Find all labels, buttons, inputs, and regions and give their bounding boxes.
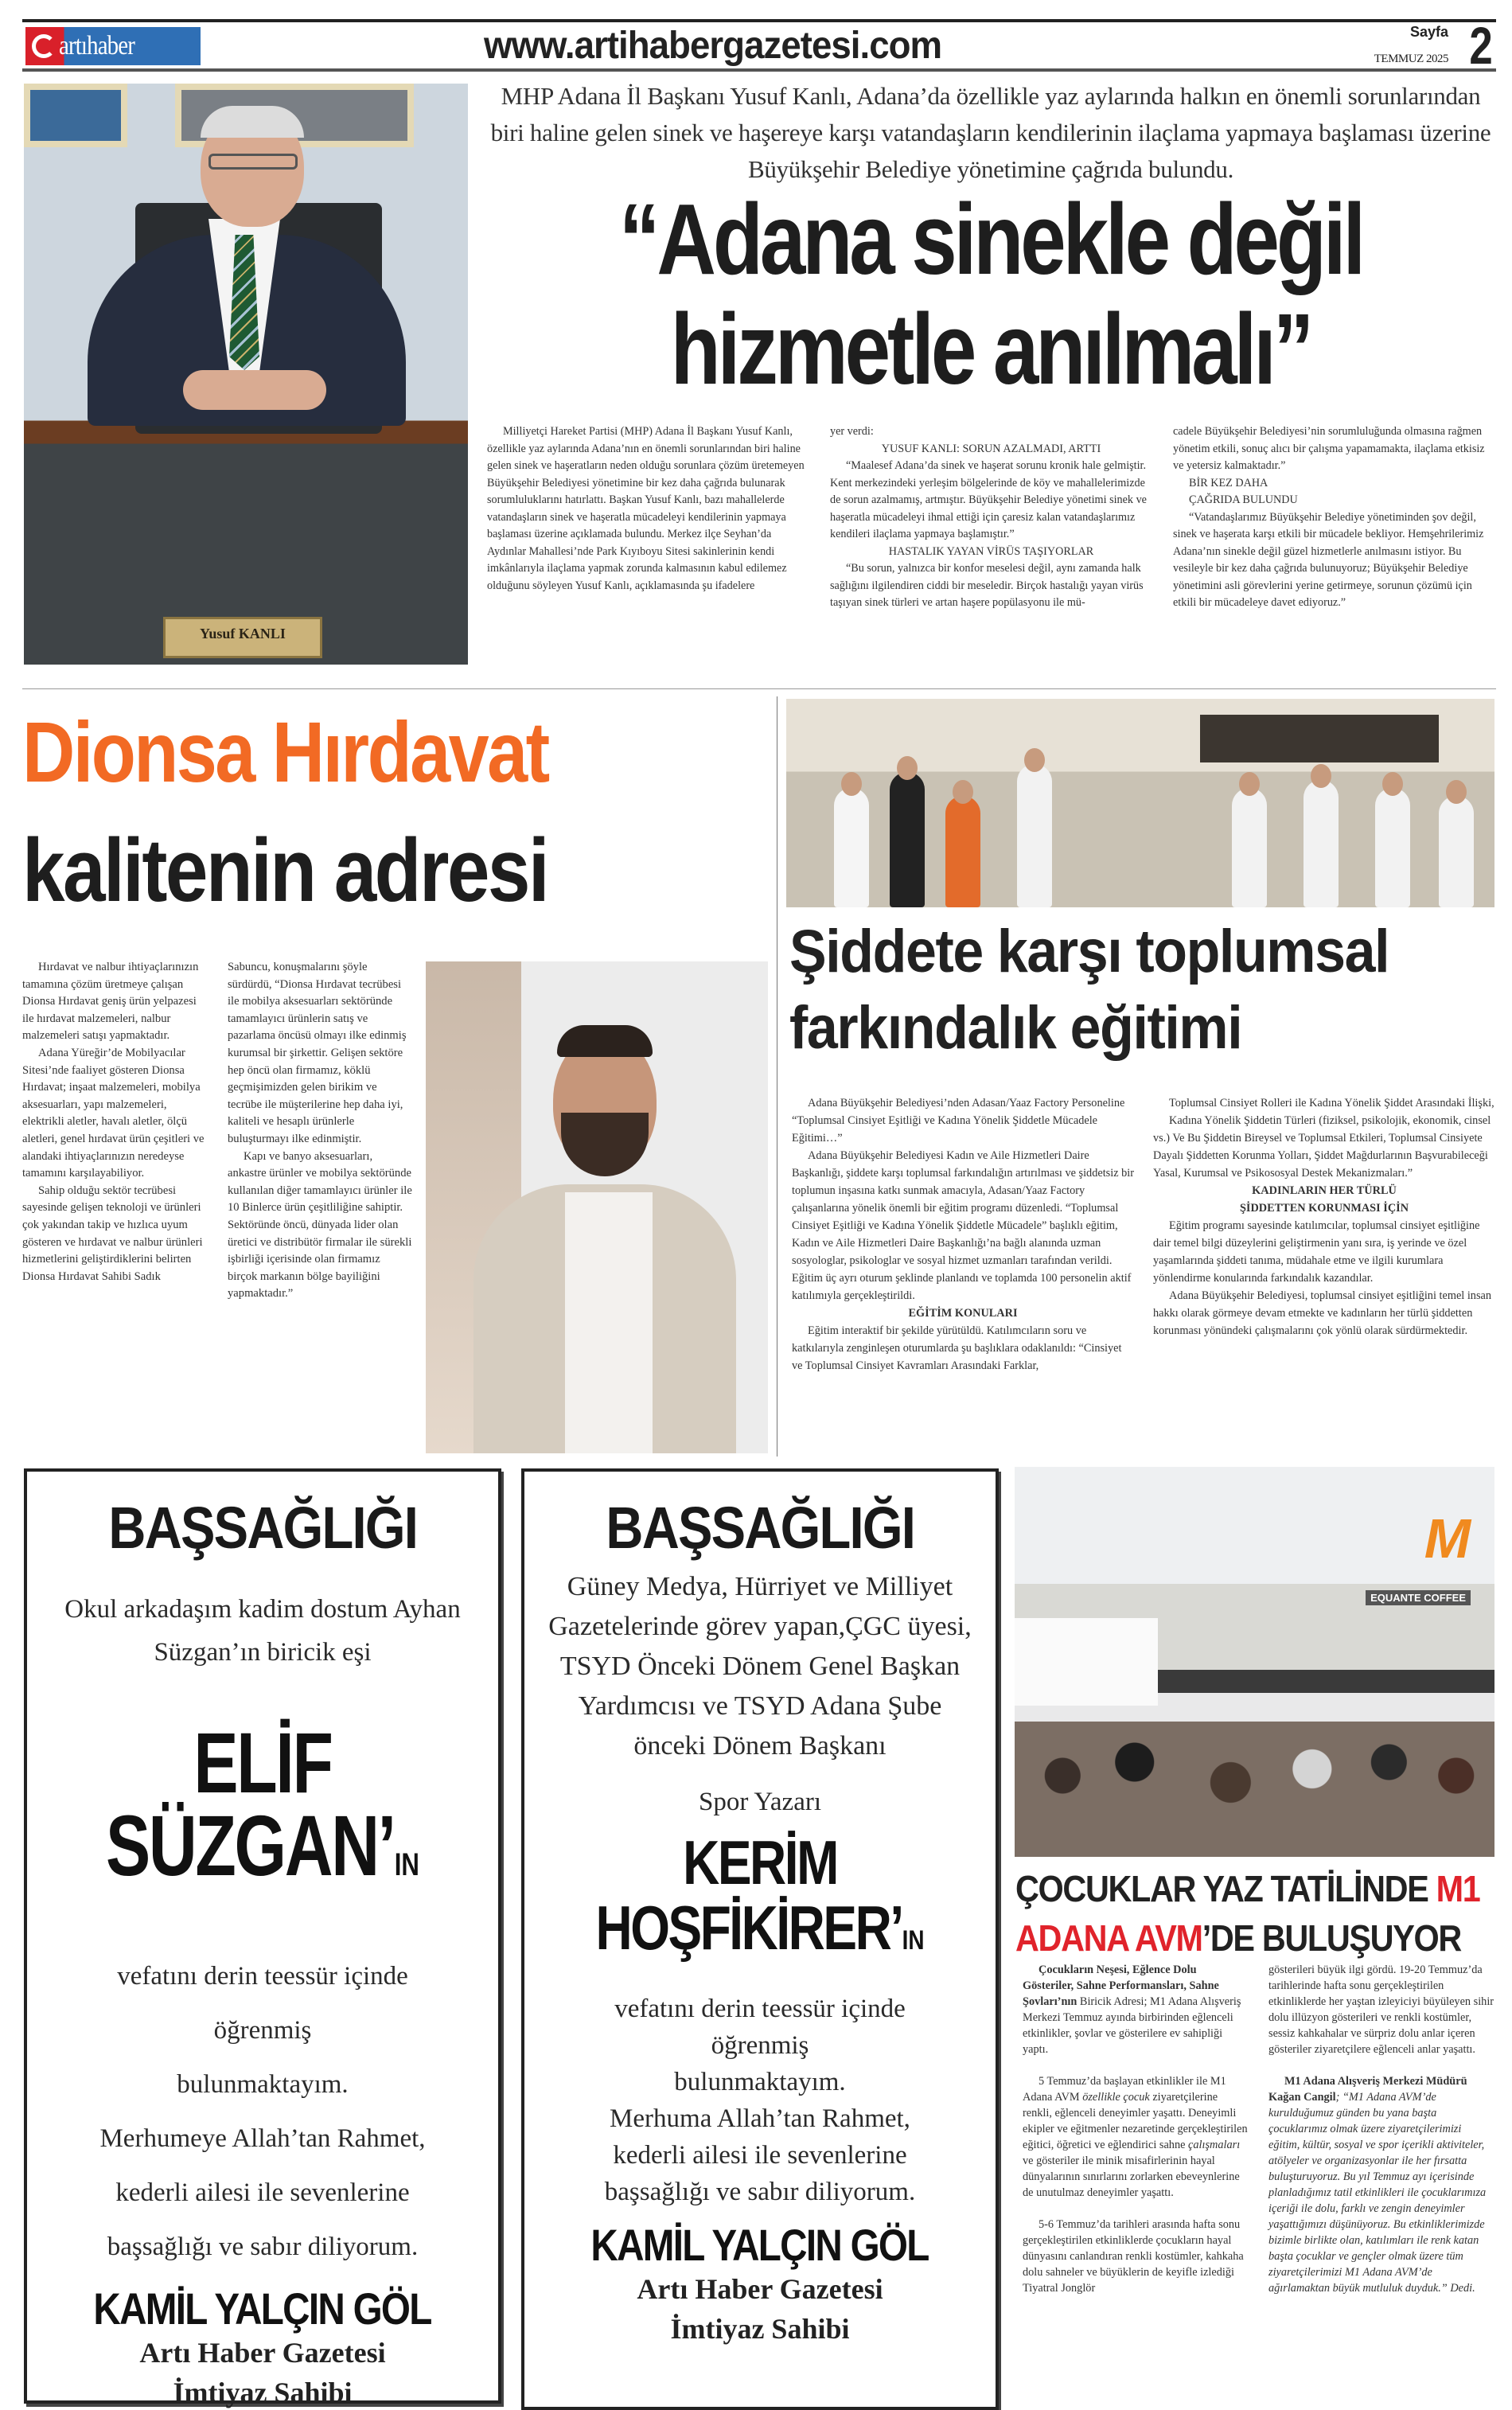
participant bbox=[1017, 764, 1052, 907]
participant-face bbox=[1239, 772, 1260, 796]
headline-highlight: ADANA AVM bbox=[1015, 1917, 1202, 1959]
participant bbox=[890, 772, 925, 907]
divider bbox=[22, 688, 1496, 689]
bold-lead: M1 Adana Alışveriş Merkezi Müdürü Kağan Cangil bbox=[1268, 2075, 1467, 2104]
condolence-subtitle: Spor Yazarı bbox=[699, 1788, 821, 1816]
participant bbox=[945, 796, 980, 907]
paragraph-text: 5 Temmuz’da başlayan etkinlikler ile M1 Adana AVM bbox=[1023, 2075, 1226, 2104]
headline-line: Şiddete karşı toplumsal bbox=[789, 918, 1389, 985]
story1-col2 bbox=[830, 423, 1152, 678]
masthead bbox=[22, 16, 1496, 75]
site-url[interactable]: www.artihabergazetesi.com bbox=[484, 25, 942, 67]
story1-col1 bbox=[487, 423, 809, 678]
paragraph-text: ziyaretçilerine renkli, eğlenceli deneyimler yaşattı. Deneyimli ekipler ve eğitmenler nezaretinde gerçekleştirilen eğitici, öğretici ve eğlendirici sahne bbox=[1023, 2091, 1248, 2151]
paragraph: Kapı ve banyo aksesuarları, ankastre ürünler ve mobilya sektöründe kullanılan diğer tamamlayıcı ürünler ile 10 Binlerce ürün çeşitliliğine sahiptir. Sektöründe öncü, dünyada lider olan üretici ve distribütör firmalar ile sürekli işbirliği içerisinde olan firmamız birçok markanın bölge bayiliğini yapmaktadır.” bbox=[228, 1149, 412, 1301]
participant bbox=[1375, 788, 1410, 907]
condolence-notice-1 bbox=[24, 1468, 501, 2408]
condolence-title: BAŞSAĞLIĞI bbox=[606, 1495, 914, 1561]
siddet-headline[interactable] bbox=[789, 914, 1441, 1067]
paragraph-text: Biricik Adresi; M1 Adana Alışveriş Merkezi Temmuz ayında birbirinden eğlenceli etkinlikler, şovlar ve gösterilere ev sahipliği yaptı. bbox=[1023, 1995, 1241, 2056]
body-line: bulunmaktayım. bbox=[177, 2070, 349, 2099]
headline-line bbox=[1015, 1864, 1480, 1913]
paragraph: Milliyetçi Hareket Partisi (MHP) Adana İl Başkanı Yusuf Kanlı, özellikle yaz aylarında Adana’nın en önemli sorunlarından biri haline gelen sinek ve haşeratların neden olduğu sorunlara çözüm üretemeyen Büyükşehir Belediyesi yönetimine bir kez daha çağrıda bulunarak sorumluluklarını hatırlattı. Başkan Yusuf Kanlı, bazı mahallelerde vatandaşların sinek ve haşeratla mücadeleyi kendilerinin yapmaya başlaması üzerine açıklamada bulundu. Merkez ilçe Seyhan’da Aydınlar Mahallesi’nde Park Kıyıboyu Sitesi sakinlerinin kendi imkânlarıyla ilaçlama yapmak zorunda kalmasının kabul edilemez olduğunu söyleyen Yusuf Kanlı, açıklamasında şu ifadelere bbox=[487, 425, 805, 592]
paragraph: Eğitim programı sayesinde katılımcılar, toplumsal cinsiyet eşitliğine dair temel bilgi düzeylerini geliştirmenin yanı sıra, iş yerinde ve özel yaşamlarında şiddeti tanıma, müdahale etme ve ilgili kurumlara yönlendirme konularında farkındalık kazandılar. bbox=[1153, 1219, 1480, 1285]
body-line: başsağlığı ve sabır diliyorum. bbox=[604, 2178, 916, 2206]
name-suffix: IN bbox=[394, 1847, 419, 1882]
participant-face bbox=[953, 780, 973, 804]
logo-text: artıhaber bbox=[59, 31, 135, 60]
paragraph-text: ve gösteriler ile minik misafirlerinin hayal dünyalarının sınırlarını zorlarken ebeveynlerine de unutulmaz deneyimler yaşattı. bbox=[1023, 2155, 1240, 2199]
nameplate-text: Yusuf KANLI bbox=[200, 626, 286, 641]
paragraph bbox=[1268, 2073, 1495, 2296]
condolence-intro: Güney Medya, Hürriyet ve Milliyet Gazetelerinde görev yapan,ÇGC üyesi, TSYD Önceki Dönem Genel Başkan Yardımcısı ve TSYD Adana Şube önceki Dönem Başkanı bbox=[548, 1572, 972, 1761]
m1-logo: M bbox=[1424, 1507, 1471, 1570]
paragraph: “Bu sorun, yalnızca bir konfor meselesi değil, aynı zamanda halk sağlığını ilgilendiren ciddi bir meseledir. Birçok hastalığı yayan virüs taşıyan sinek türleri ve artan haşere popülasyonu ile mü- bbox=[830, 562, 1144, 609]
quote-text: ; “M1 Adana AVM’de kurulduğumuz günden bu yana başta çocuklarımız olmak üzere ziyaretçilerimizi eğitim, kültür, sosyal ve spor içerikli aktiviteler, atölyeler ve organizasyonlar ile her fırsatta buluşturuyoruz. Bu yıl Temmuz ayı içerisinde planladığımız tatil etkinlikleri ile çocuklarımıza içeriği ile dolu, farklı ve zengin deneyimler yaşattığımızı düşünüyoruz. Bu etkinliklerimizde bizimle birlikte olan, katılımları ile renk katan başta çocuklar ve gençler olmak üzere tüm ziyaretçilerimizi M1 Adana AVM’de ağırlamaktan büyük mutluluk duyduk.” Dedi. bbox=[1268, 2091, 1487, 2295]
photo-training-session bbox=[786, 699, 1494, 907]
paragraph: yer verdi: bbox=[830, 425, 874, 438]
italic-text: çalışmaları bbox=[1188, 2139, 1241, 2151]
body-line: bulunmaktayım. bbox=[674, 2068, 846, 2096]
name-line: KERİM bbox=[683, 1827, 837, 1897]
m1-col1 bbox=[1023, 1962, 1249, 2408]
presentation-screen bbox=[1200, 715, 1439, 762]
participant bbox=[1304, 780, 1339, 907]
crescent-icon bbox=[32, 34, 56, 58]
issue-date: TEMMUZ 2025 bbox=[1374, 53, 1448, 65]
story1-headline[interactable] bbox=[576, 185, 1405, 404]
dionsa-headline-2[interactable]: kalitenin adresi bbox=[22, 821, 548, 920]
subheading: ÇAĞRIDA BULUNDU bbox=[1189, 493, 1298, 506]
dionsa-headline-1[interactable]: Dionsa Hırdavat bbox=[22, 704, 548, 800]
name-line: SÜZGAN’ bbox=[106, 1797, 395, 1893]
signer-org: Artı Haber Gazetesi bbox=[637, 2273, 883, 2305]
headline-text: ’DE BULUŞUYOR bbox=[1202, 1917, 1461, 1959]
photo-yusuf-kanli bbox=[24, 84, 468, 665]
headline-line: farkındalık eğitimi bbox=[789, 994, 1242, 1062]
participant-face bbox=[897, 756, 918, 780]
body-line: vefatını derin teessür içinde bbox=[117, 1962, 408, 1991]
paragraph: Eğitim interaktif bir şekilde yürütüldü. Katılımcıların soru ve katkılarıyla zenginleşen oturumlarda şu başlıklara odaklanıldı: “Cinsiyet ve Toplumsal Cinsiyet Kavramları Arasındaki Farklar, bbox=[792, 1324, 1122, 1372]
story1-lead: MHP Adana İl Başkanı Yusuf Kanlı, Adana’da özellikle yaz aylarında halkın en önemli sorunlarından biri haline gelen sinek ve haşereye karşı vatandaşların kendilerinin ilaçlama yapmaya başlaması üzerine Büyükşehir Belediye yönetimine çağrıda bulundu. bbox=[490, 82, 1491, 183]
name-suffix: IN bbox=[902, 1925, 925, 1956]
dionsa-col1 bbox=[22, 959, 207, 1437]
hands bbox=[183, 370, 326, 410]
paragraph: 5-6 Temmuz’da tarihleri arasında hafta sonu gerçekleştirilen etkinliklerde çocukların hayal dünyasını canlandıran renkli kostümler, kahkaha dolu sahneler ve büyüklerin de keyifle izlediği Tiyatral Jonglör bbox=[1023, 2218, 1244, 2295]
beard bbox=[561, 1113, 649, 1176]
story1-body bbox=[487, 423, 1496, 678]
paragraph: Hırdavat ve nalbur ihtiyaçlarınızın tamamına çözüm üretmeye çalışan Dionsa Hırdavat geniş ürün yelpazesi ile hırdavat malzemeleri, nalbur malzemeleri satışı yapmaktadır. bbox=[22, 961, 199, 1043]
siddet-col2 bbox=[1153, 1094, 1495, 1445]
signer-role: İmtiyaz Sahibi bbox=[173, 2377, 353, 2408]
name-line: ELİF bbox=[193, 1714, 332, 1811]
desk-nameplate bbox=[163, 617, 322, 658]
subheading: HASTALIK YAYAN VİRÜS TAŞIYORLAR bbox=[888, 544, 1094, 558]
photo-m1-event bbox=[1015, 1467, 1494, 1857]
page-label: Sayfa bbox=[1409, 24, 1448, 40]
siddet-body bbox=[792, 1094, 1496, 1445]
name-line: HOŞFİKİRER’ bbox=[595, 1893, 902, 1963]
hair bbox=[557, 1025, 653, 1057]
subheading: EĞİTİM KONULARI bbox=[908, 1307, 1018, 1320]
m1-body bbox=[1023, 1962, 1496, 2408]
photo-sadik-sabuncu bbox=[426, 961, 768, 1453]
paragraph: cadele Büyükşehir Belediyesi’nin sorumluluğunda olmasına rağmen yönetim etkili, sonuç alıcı bir çalışma yapamamakta, ilaçlama etkisiz ve yetersiz kalmaktadır.” bbox=[1173, 425, 1485, 472]
subheading: ŞİDDETTEN KORUNMASI İÇİN bbox=[1239, 1202, 1409, 1215]
paragraph: “Vatandaşlarımız Büyükşehir Belediye yönetiminden şov değil, sinek ve haşerata karşı etkili bir mücadele bekliyor. Hemşehrilerimiz Adana’nın sinekle değil güzel hizmetlerle anılmasını istiyor. Bu vesileyle bir kez daha çağrıda bulunuyoruz; Büyükşehir Belediye yönetimini asli görevlerini yerine getirmeye, sorunun çözümü için etkili bir mücadeleye davet ediyoruz.” bbox=[1173, 510, 1484, 609]
bold-lead: Çocukların Neşesi, Eğlence Dolu Gösteriler, Sahne Performansları, Sahne Şovları’nın bbox=[1023, 1963, 1219, 2008]
signer-role: İmtiyaz Sahibi bbox=[670, 2313, 850, 2345]
participant bbox=[1439, 796, 1474, 907]
participant bbox=[834, 788, 869, 907]
body-line: öğrenmiş bbox=[213, 2016, 312, 2045]
participant-face bbox=[841, 772, 862, 796]
siddet-col1 bbox=[792, 1094, 1134, 1445]
paragraph: Adana Büyükşehir Belediyesi Kadın ve Aile Hizmetleri Daire Başkanlığı, şiddete karşı toplumsal farkındalığın artırılması ve şiddetsiz bir toplumun inşasına katkı sunmak amacıyla, Adasan/Yaaz Factory çalışanlarına yönelik önemli bir eğitim programı düzenledi. “Toplumsal Cinsiyet Eşitliği ve Kadına Yönelik Şiddetle Mücadele” başlıklı eğitim, Kadın ve Aile Hizmetleri Daire Başkanlığı’na bağlı alanında uzman sosyologlar, psikologlar ve sosyal hizmet uzmanları tarafından verildi. Eğitim üç ayrı oturum şeklinde planlandı ve toplamda 100 personelin aktif katılımıyla gerçekleştirildi. bbox=[792, 1149, 1135, 1302]
cafe-sign: EQUANTE COFFEE bbox=[1366, 1590, 1471, 1605]
participant bbox=[1232, 788, 1267, 907]
condolence-intro: Okul arkadaşım kadim dostum Ayhan Süzgan’ın biricik eşi bbox=[64, 1595, 461, 1667]
paragraph: Adana Yüreğir’de Mobilyacılar Sitesi’nde faaliyet gösteren Dionsa Hırdavat; inşaat malzemeleri, mobilya aksesuarları, yapı malzemeleri, elektrikli aletler, havalı aletler, ölçü aletleri, genel hırdavat ürün çeşitleri ve alandaki ihtiyaçlarınızın neredeyse tamamını karşılayabiliyor. bbox=[22, 1046, 205, 1180]
hair bbox=[201, 106, 304, 138]
subheading: YUSUF KANLI: SORUN AZALMADI, ARTTI bbox=[881, 442, 1101, 455]
body-line: kederli ailesi ile sevenlerine bbox=[115, 2178, 410, 2207]
body-line: öğrenmiş bbox=[711, 2031, 809, 2060]
condolence-body bbox=[524, 1991, 996, 2210]
newspaper-logo[interactable] bbox=[25, 27, 201, 65]
paragraph bbox=[1023, 1962, 1249, 2057]
audience-crowd bbox=[1015, 1722, 1494, 1857]
headline-highlight: M1 bbox=[1436, 1868, 1480, 1909]
signer-org: Artı Haber Gazetesi bbox=[139, 2337, 386, 2369]
glasses bbox=[208, 154, 298, 170]
participant-face bbox=[1446, 780, 1467, 804]
paragraph: Adana Büyükşehir Belediyesi’nden Adasan/Yaaz Factory Personeline “Toplumsal Cinsiyet Eşitliği ve Kadına Yönelik Şiddetle Mücadele Eğitimi…” bbox=[792, 1097, 1125, 1145]
signer-name: KAMİL YALÇIN GÖL bbox=[590, 2220, 929, 2270]
stage-backdrop bbox=[1015, 1618, 1158, 1706]
subheading: BİR KEZ DAHA bbox=[1189, 476, 1268, 489]
paragraph: “Maalesef Adana’da sinek ve haşerat sorunu kronik hale gelmiştir. Kent merkezindeki yerleşim bölgelerinde de köy ve mahallelerimizde de sorun azalmamış, artmıştır. Büyükşehir Belediye yönetimi sinek ve haşeratla mücadeleyi ihmal ettiği için çaresiz kalan vatandaşlarımız kendileri ilaçlama yapmaya başlamıştır.” bbox=[830, 459, 1147, 540]
paragraph bbox=[1023, 2073, 1249, 2201]
body-line: Merhuma Allah’tan Rahmet, bbox=[610, 2104, 910, 2133]
participant-face bbox=[1024, 748, 1045, 772]
dionsa-col2 bbox=[228, 959, 412, 1437]
paragraph: Adana Büyükşehir Belediyesi, toplumsal cinsiyet eşitliğini temel insan hakkı olarak görmeye devam etmekte ve kadınların her türlü şiddetten korunması yönündeki çalışmalarını çok yönlü olarak sürdürmektedir. bbox=[1153, 1289, 1492, 1337]
condolence-notice-2 bbox=[521, 1468, 999, 2410]
condolence-title: BAŞSAĞLIĞI bbox=[108, 1495, 417, 1561]
paragraph: gösterileri büyük ilgi gördü. 19-20 Temmuz’da tarihlerinde hafta sonu gerçekleştirilen etkinliklerde her yaştan izleyiciyi büyüleyen sihir dolu illüzyon gösterileri ve renkli kostümler, sessiz kahkahalar ve sürpriz dolu anlar içeren gösteriler ziyaretçilere eğlenceli anlar yaşattı. bbox=[1268, 1963, 1494, 2056]
italic-text: özellikle çocuk bbox=[1082, 2091, 1150, 2104]
story1-col3 bbox=[1173, 423, 1495, 678]
dionsa-body bbox=[22, 959, 412, 1437]
deceased-name bbox=[567, 1827, 953, 1973]
participant-face bbox=[1311, 764, 1331, 788]
body-line: başsağlığı ve sabır diliyorum. bbox=[107, 2233, 419, 2261]
body-line: Merhumeye Allah’tan Rahmet, bbox=[99, 2124, 426, 2153]
paragraph: Toplumsal Cinsiyet Rolleri ile Kadına Yönelik Şiddet Arasındaki İlişki, bbox=[1169, 1097, 1494, 1109]
headline-line bbox=[1015, 1913, 1461, 1963]
body-line: kederli ailesi ile sevenlerine bbox=[613, 2141, 907, 2170]
participant-face bbox=[1382, 772, 1403, 796]
condolence-body bbox=[27, 1949, 498, 2274]
headline-line: hizmetle anılmalı” bbox=[670, 293, 1311, 405]
headline-text: ÇOCUKLAR YAZ TATİLİNDE bbox=[1015, 1868, 1436, 1909]
paragraph: Kadına Yönelik Şiddetin Türleri (fiziksel, psikolojik, ekonomik, cinsel vs.) Ve Bu Şiddetin Bireysel ve Toplumsal Etkileri, Toplumsal Cinsiyete Dayalı Şiddetten Korunma Yolları, Şiddet Mağdurlarının Başvurabileceği Yasal, Kurumsal ve Psikososyal Destek Mekanizmaları.” bbox=[1153, 1114, 1491, 1180]
m1-col2 bbox=[1268, 1962, 1495, 2408]
paragraph: Sahip olduğu sektör tecrübesi sayesinde gelişen teknoloji ve ürünleri çok yakından takip ve hızlıca uyum gösteren ve hırdavat ve nalbur ürünleri hizmetlerini geliştirdiklerini belirten Dionsa Hırdavat Sahibi Sadık bbox=[22, 1184, 203, 1283]
wall-frame bbox=[24, 84, 127, 147]
m1-headline[interactable] bbox=[1015, 1864, 1480, 1963]
signer-name: KAMİL YALÇIN GÖL bbox=[93, 2283, 432, 2334]
tshirt bbox=[565, 1192, 653, 1453]
body-line: vefatını derin teessür içinde bbox=[614, 1995, 906, 2023]
paragraph: Sabuncu, konuşmalarını şöyle sürdürdü, “Dionsa Hırdavat tecrübesi ile mobilya aksesuarları sektöründe tamamlayıcı ürünlerin satış ve pazarlama öncüsü olmayı ilke edinmiş kurumsal bir şirkettir. Gelişen sektöre hep öncü olan firmamız, köklü geçmişimizden gelen birikim ve tecrübe ile müşterilerine hep daha iyi, kaliteli ve hesaplı ürünlerle buluşturmayı ilke edinmiştir. bbox=[228, 961, 407, 1145]
headline-line: “Adana sinekle değil bbox=[618, 183, 1363, 295]
deceased-name bbox=[79, 1714, 446, 1906]
page-number: 2 bbox=[1469, 16, 1493, 75]
subheading: KADINLARIN HER TÜRLÜ bbox=[1252, 1184, 1397, 1197]
